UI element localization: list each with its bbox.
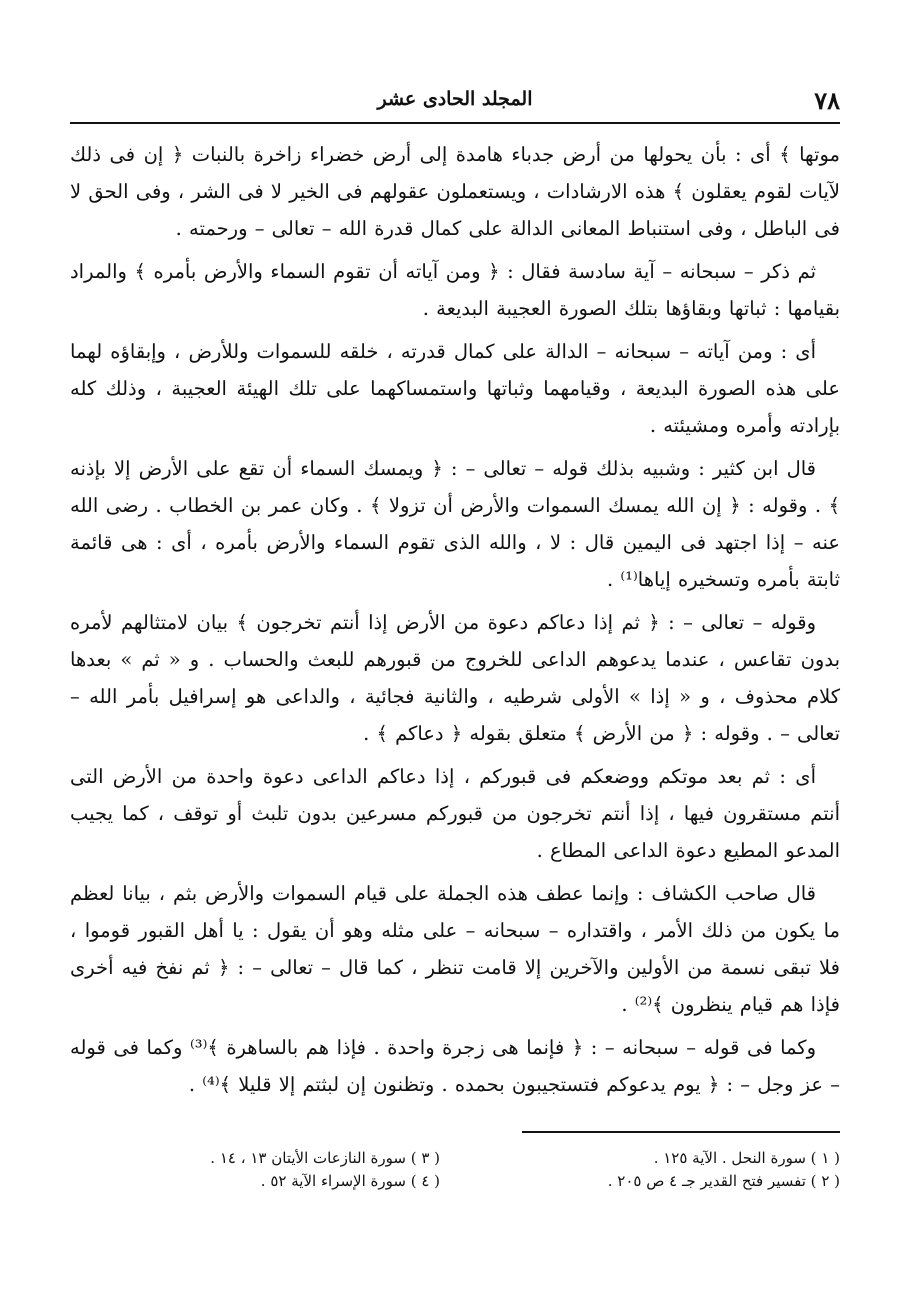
paragraph: ثم ذكر – سبحانه – آية سادسة فقال : ﴿ ومن آياته أن تقوم السماء والأرض بأمره ﴾ والمراد بقيامها : ثباتها وبقاؤها بتلك الصورة العجيبة البديعة . <box>70 260 840 320</box>
paragraph: قال ابن كثير : وشبيه بذلك قوله – تعالى – : ﴿ ويمسك السماء أن تقع على الأرض إلا بإذنه ﴾ . وقوله : ﴿ إن الله يمسك السموات والأرض أن تزولا ﴾ . وكان عمر بن الخطاب . رضى الله عنه – إذا اجتهد فى اليمين قال : لا ، والله الذى تقوم السماء والأرض بأمره ، أى : هى قائمة ثابتة بأمره وتسخيره إياها⁽¹⁾ . <box>70 457 840 591</box>
footnotes <box>70 1147 840 1193</box>
footnote-4: ( ٤ ) سورة الإسراء الآية ٥٢ . <box>260 1172 440 1190</box>
paragraph: أى : ومن آياته – سبحانه – الدالة على كمال قدرته ، خلقه للسموات وللأرض ، وإبقاؤه لهما على هذه الصورة البديعة ، وقيامهما وثباتها واستمساكهما على تلك الهيئة العجيبة ، وذلك كله بإرادته وأمره ومشيئته . <box>70 340 840 437</box>
paragraph: وكما فى قوله – سبحانه – : ﴿ فإنما هى زجرة واحدة . فإذا هم بالساهرة ﴾⁽³⁾ وكما فى قوله – عز وجل – : ﴿ يوم يدعوكم فتستجيبون بحمده . وتظنون إن لبثتم إلا قليلا ﴾⁽⁴⁾ . <box>70 1036 840 1096</box>
paragraph: أى : ثم بعد موتكم ووضعكم فى قبوركم ، إذا دعاكم الداعى دعوة واحدة من الأرض التى أنتم مستقرون فيها ، إذا أنتم تخرجون من قبوركم مسرعين بدون تلبث أو توقف ، كما يجيب المدعو المطيع دعوة الداعى المطاع . <box>70 765 840 862</box>
footnote-1: ( ١ ) سورة النحل . الآية ١٢٥ . <box>653 1149 840 1167</box>
page-body <box>70 136 840 1103</box>
page-number: ٧٨ <box>814 86 840 115</box>
book-page <box>70 82 840 1193</box>
volume-title: المجلد الحادى عشر <box>377 88 533 110</box>
paragraph: قال صاحب الكشاف : وإنما عطف هذه الجملة على قيام السموات والأرض بثم ، بيانا لعظم ما يكون من ذلك الأمر ، واقتداره – سبحانه – على مثله وهو أن يقول : يا أهل القبور قوموا ، فلا تبقى نسمة من الأولين والآخرين إلا قامت تنظر ، كما قال – تعالى – : ﴿ ثم نفخ فيه أخرى فإذا هم قيام ينظرون ﴾⁽²⁾ . <box>70 882 840 1016</box>
paragraph: وقوله – تعالى – : ﴿ ثم إذا دعاكم دعوة من الأرض إذا أنتم تخرجون ﴾ بيان لامتثالهم لأمره بدون تقاعس ، عندما يدعوهم الداعى للخروج من قبورهم للبعث والحساب . و « ثم » بعدها كلام محذوف ، و « إذا » الأولى شرطيه ، والثانية فجائية ، والداعى هو إسرافيل بأمر الله – تعالى – . وقوله : ﴿ من الأرض ﴾ متعلق بقوله ﴿ دعاكم ﴾ . <box>70 611 840 745</box>
footnote-3: ( ٣ ) سورة النازعات الأيتان ١٣ ، ١٤ . <box>210 1149 440 1167</box>
footnote-2: ( ٢ ) تفسير فتح القدير جـ ٤ ص ٢٠٥ . <box>607 1172 840 1190</box>
paragraph: موتها ﴾ أى : بأن يحولها من أرض جدباء هامدة إلى أرض خضراء زاخرة بالنبات ﴿ إن فى ذلك لآيات لقوم يعقلون ﴾ هذه الارشادات ، ويستعملون عقولهم فى الخير لا فى الشر ، وفى الحق لا فى الباطل ، وفى استنباط المعانى الدالة على كمال قدرة الله – تعالى – ورحمته . <box>70 143 840 240</box>
page-header <box>70 82 840 124</box>
footnote-separator <box>522 1131 840 1133</box>
